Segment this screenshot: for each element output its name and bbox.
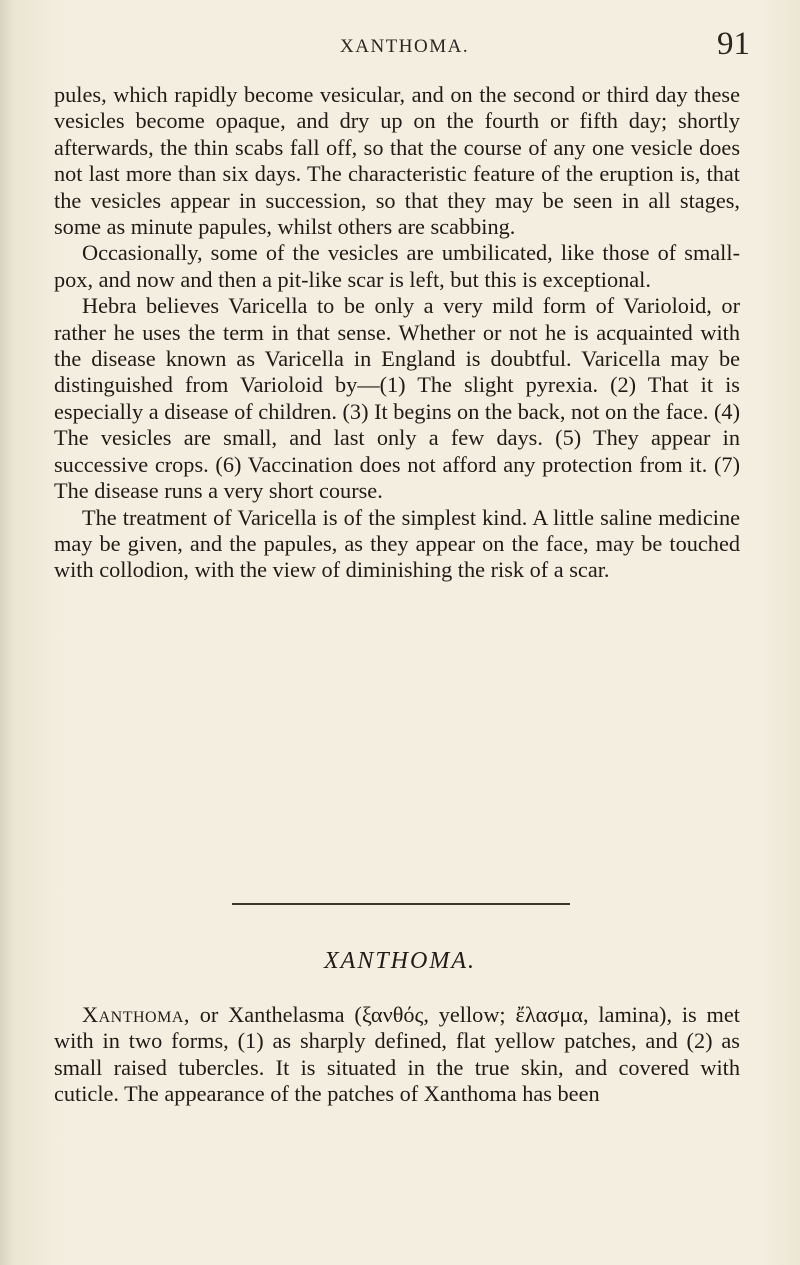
- paragraph-hebra: Hebra believes Varicella to be only a very mild form of Varioloid, or rather he uses the term in that sense. Whether or not he is acquainted with the disease known as Varicella in England is doubtful. Varicella may be distinguished from Varioloid by—(1) The slight pyrexia. (2) That it is especially a disease of children. (3) It begins on the back, not on the face. (4) The vesicles are small, and last only a few days. (5) They appear in successive crops. (6) Vaccination does not afford any protection from it. (7) The disease runs a very short course.: [54, 293, 740, 504]
- page-number: 91: [717, 26, 750, 62]
- lead-word: Xanthoma,: [82, 1002, 190, 1027]
- paragraph-xanthoma: [54, 1002, 740, 1108]
- paragraph-treatment: The treatment of Varicella is of the simplest kind. A little saline medicine may be given, and the papules, as they appear on the face, may be touched with collodion, with the view of diminishing the risk of a scar.: [54, 504, 740, 583]
- body-text: [54, 82, 740, 584]
- paragraph-continued: pules, which rapidly become vesicular, and on the second or third day these vesicles become opaque, and dry up on the fourth or fifth day; shortly afterwards, the thin scabs fall off, so that the course of any one vesicle does not last more than six days. The characteristic feature of the eruption is, that the vesicles appear in succession, so that they may be seen in all stages, some as minute papules, whilst others are scabbing.: [54, 82, 740, 240]
- running-title: XANTHOMA.: [340, 36, 470, 57]
- section-divider: [232, 903, 570, 905]
- paragraph-umbilicated: Occasionally, some of the vesicles are umbilicated, like those of small-pox, and now and then a pit-like scar is left, but this is exceptional.: [54, 240, 740, 292]
- section-heading: XANTHOMA.: [324, 948, 476, 974]
- section-body-text: or Xanthelasma (ξανθός, yellow; ἔλασμα, lamina), is met with in two forms, (1) as sharply defined, flat yellow patches, and (2) as small raised tubercles. It is situated in the true skin, and covered with cuticle. The appearance of the patches of Xanthoma has been: [54, 1002, 740, 1107]
- section-body: [54, 1002, 740, 1108]
- running-head: [0, 26, 800, 66]
